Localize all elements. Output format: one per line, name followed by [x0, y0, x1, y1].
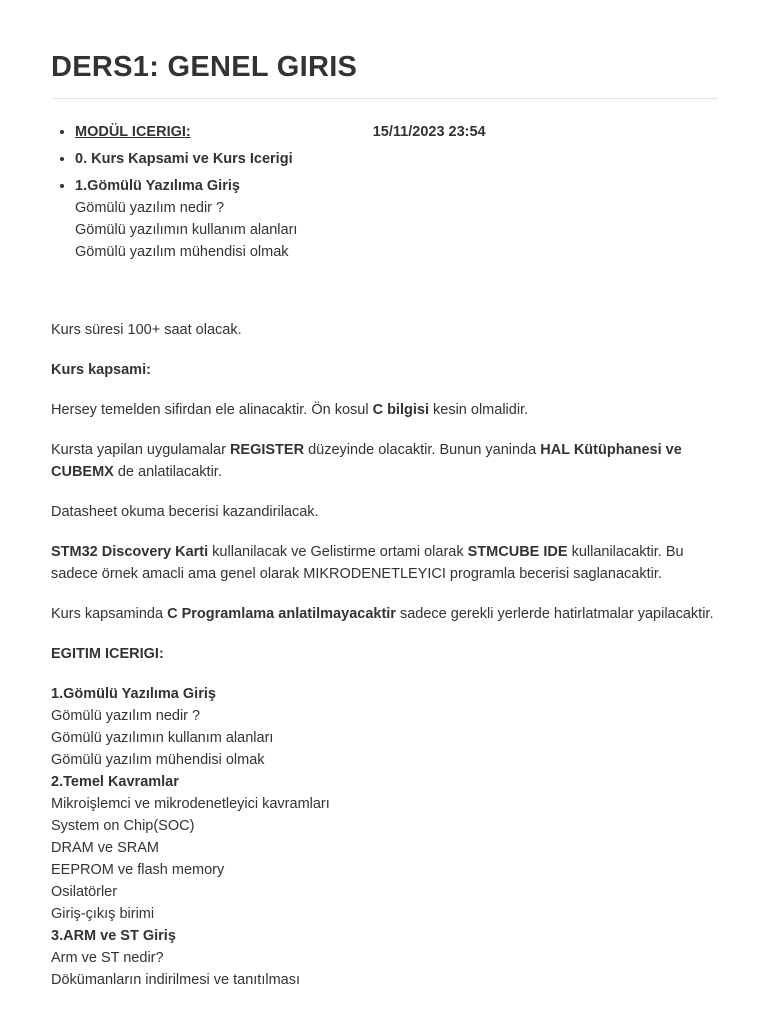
section-item: Dökümanların indirilmesi ve tanıtılması: [51, 972, 301, 988]
list-item: [75, 121, 718, 143]
module-content-label: MODÜL ICERIGI: 15/11/2023 23:54: [75, 124, 486, 140]
paragraph-c-note: Kurs kapsaminda C Programlama anlatilmayacaktir sadece gerekli yerlerde hatirlatmalar yapilacaktir.: [51, 606, 714, 622]
course-duration: Kurs süresi 100+ saat olacak.: [51, 322, 242, 338]
topic-1-line: Gömülü yazılımın kullanım alanları: [75, 222, 298, 238]
section-item: DRAM ve SRAM: [51, 840, 159, 856]
topic-0: 0. Kurs Kapsami ve Kurs Icerigi: [75, 151, 293, 167]
paragraph-datasheet: Datasheet okuma becerisi kazandirilacak.: [51, 504, 319, 520]
page-title: DERS1: GENEL GIRIS: [51, 51, 358, 83]
section-item: System on Chip(SOC): [51, 818, 195, 834]
paragraph-register: Kursta yapilan uygulamalar REGISTER düzeyinde olacaktir. Bunun yaninda HAL Kütüphanesi ve CUBEMX de anlatilacaktir.: [51, 442, 682, 480]
section-item: EEPROM ve flash memory: [51, 862, 225, 878]
section-item: Gömülü yazılımın kullanım alanları: [51, 730, 274, 746]
topic-1-line: Gömülü yazılım mühendisi olmak: [75, 244, 289, 260]
paragraph-board: STM32 Discovery Karti kullanilacak ve Gelistirme ortami olarak STMCUBE IDE kullanilacaktir. Bu sadece örnek amacli ama genel olarak MIKRODENETLEYICI programla becerisi saglanacaktir.: [51, 544, 684, 582]
title-divider: [51, 98, 718, 99]
curriculum-heading: EGITIM ICERIGI:: [51, 646, 164, 662]
section-1-title: 1.Gömülü Yazılıma Giriş: [51, 686, 216, 702]
topic-1-line: Gömülü yazılım nedir ?: [75, 200, 225, 216]
list-item: [75, 175, 718, 263]
section-item: Gömülü yazılım nedir ?: [51, 708, 201, 724]
module-topics-list: [51, 121, 718, 263]
section-2-title: 2.Temel Kavramlar: [51, 774, 179, 790]
section-item: Gömülü yazılım mühendisi olmak: [51, 752, 265, 768]
list-item: [75, 148, 718, 170]
topic-1-title: • 1.Gömülü Yazılıma Giriş: [75, 178, 240, 194]
curriculum-list: [51, 683, 718, 991]
paragraph-prerequisite: Hersey temelden sifirdan ele alinacaktir. Ön kosul C bilgisi kesin olmalidir.: [51, 402, 529, 418]
scope-heading: Kurs kapsami:: [51, 362, 151, 378]
section-item: Giriş-çıkış birimi: [51, 906, 155, 922]
section-item: Osilatörler: [51, 884, 118, 900]
section-item: Arm ve ST nedir?: [51, 950, 164, 966]
section-3-title: 3.ARM ve ST Giriş: [51, 928, 176, 944]
section-item: Mikroişlemci ve mikrodenetleyici kavramları: [51, 796, 330, 812]
module-date: 15/11/2023 23:54: [372, 124, 486, 140]
